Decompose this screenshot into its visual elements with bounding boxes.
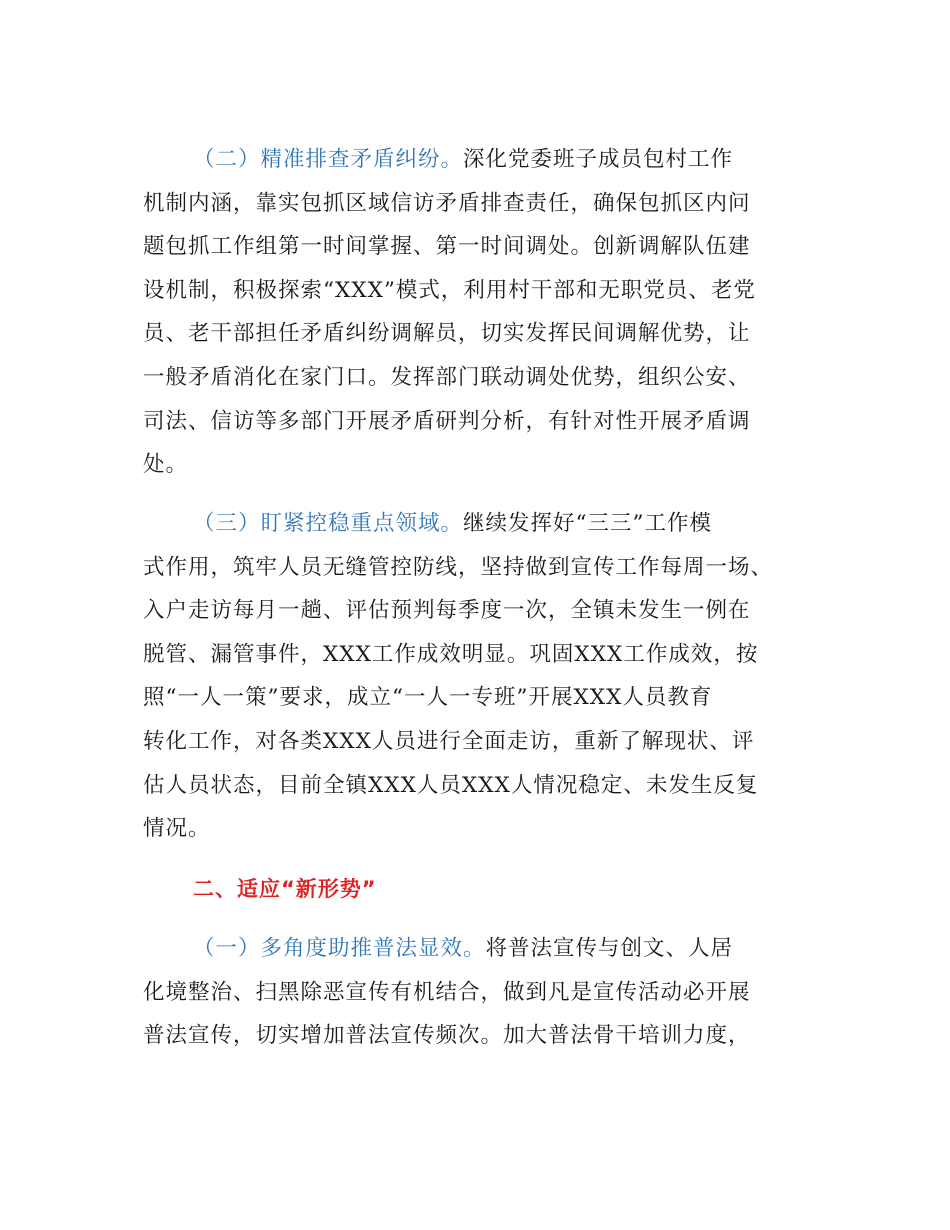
paragraph-line: 化境整治、扫黑除恶宣传有机结合，做到凡是宣传活动必开展 [143, 979, 751, 1005]
section-heading: 二、适应“新形势” [193, 877, 377, 901]
paragraph-first-line: （二）精准排查矛盾纠纷。深化党委班子成员包村工作 [193, 147, 734, 172]
paragraph-line: 一般矛盾消化在家门口。发挥部门联动调处优势，组织公安、 [143, 364, 751, 390]
paragraph-line: 普法宣传，切实增加普法宣传频次。加大普法骨干培训力度， [143, 1023, 751, 1049]
paragraph-first-line: （三）盯紧控稳重点领域。继续发挥好“三三”工作模 [193, 511, 712, 536]
paragraph-line: 估人员状态，目前全镇XXX人员XXX人情况稳定、未发生反复 [143, 772, 759, 798]
paragraph-line: 入户走访每月一趟、评估预判每季度一次，全镇未发生一例在 [143, 598, 751, 624]
paragraph-line: 机制内涵，靠实包抓区域信访矛盾排查责任，确保包抓区内问 [143, 190, 751, 216]
paragraph-first-line: （一）多角度助推普法显效。将普法宣传与创文、人居 [193, 936, 734, 961]
paragraph-legal-promotion [143, 927, 823, 1058]
paragraph-subheading: （二）精准排查矛盾纠纷。 [193, 147, 464, 172]
paragraph-line: 照“一人一策”要求，成立“一人一专班”开展XXX人员教育 [143, 685, 713, 711]
paragraph-line: 式作用，筑牢人员无缝管控防线，坚持做到宣传工作每周一场、 [143, 554, 774, 580]
paragraph-line: 员、老干部担任矛盾纠纷调解员，切实发挥民间调解优势，让 [143, 321, 751, 347]
paragraph-subheading: （三）盯紧控稳重点领域。 [193, 511, 464, 536]
paragraph-line: 情况。 [143, 816, 211, 842]
paragraph-key-areas [143, 502, 823, 851]
paragraph-line: 转化工作，对各类XXX人员进行全面走访，重新了解现状、评 [143, 728, 755, 754]
paragraph-line: 司法、信访等多部门开展矛盾研判分析，有针对性开展矛盾调 [143, 408, 751, 434]
paragraph-line: 设机制，积极探索“XXX”模式，利用村干部和无职党员、老党 [143, 277, 756, 303]
paragraph-dispute-screening [143, 138, 823, 487]
paragraph-line: 题包抓工作组第一时间掌握、第一时间调处。创新调解队伍建 [143, 234, 751, 260]
paragraph-subheading: （一）多角度助推普法显效。 [193, 936, 486, 961]
paragraph-line: 脱管、漏管事件，XXX工作成效明显。巩固XXX工作成效，按 [143, 641, 759, 667]
paragraph-line: 处。 [143, 452, 189, 478]
